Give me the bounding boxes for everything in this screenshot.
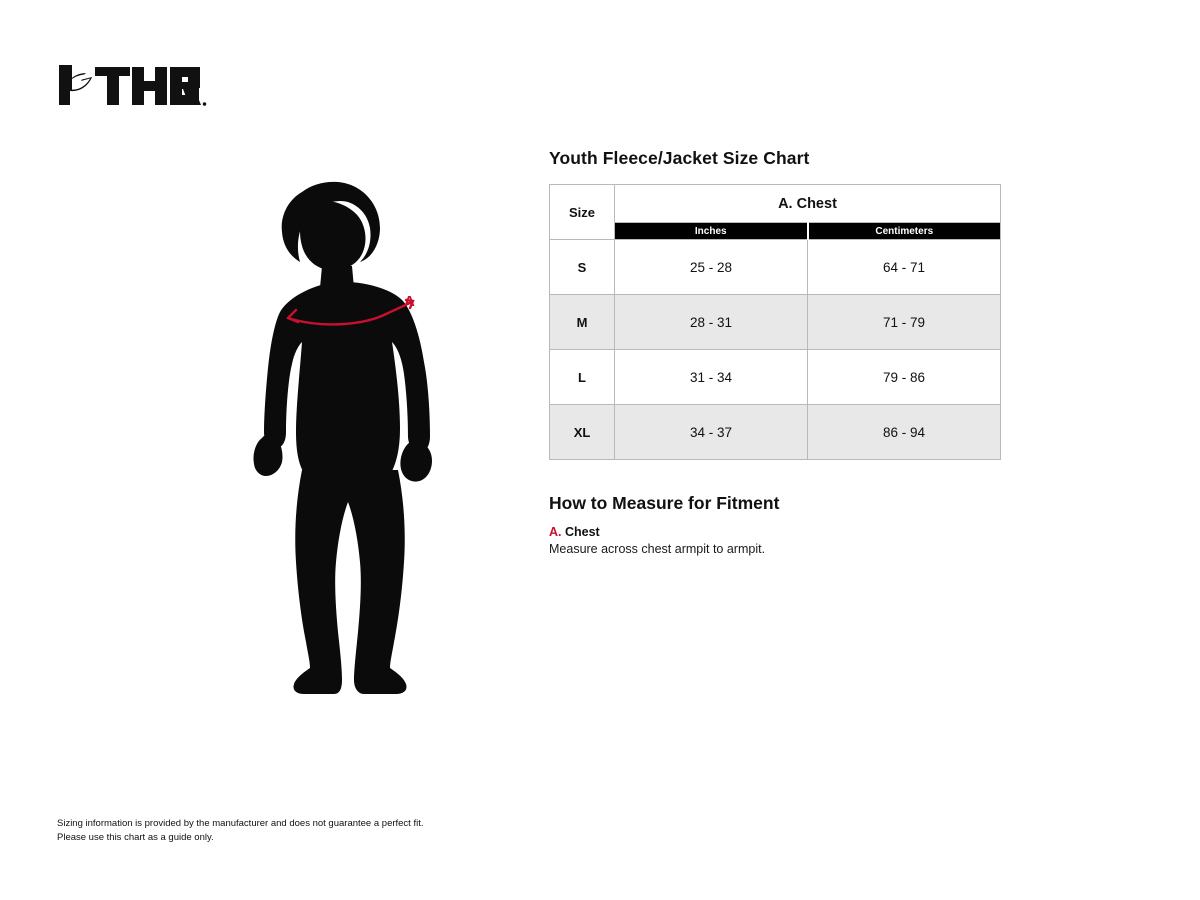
- cell-size: S: [550, 240, 615, 295]
- chest-callout-letter: A: [404, 293, 416, 310]
- disclaimer: [57, 817, 577, 845]
- cell-chest-inches: 34 - 37: [615, 405, 808, 460]
- thor-logo: [57, 62, 207, 108]
- column-header-inches: Inches: [615, 223, 808, 240]
- measure-item-label: [549, 525, 1001, 539]
- how-to-measure-section: [549, 493, 1001, 558]
- cell-chest-inches: 25 - 28: [615, 240, 808, 295]
- column-header-centimeters: Centimeters: [808, 223, 1001, 240]
- cell-chest-cm: 79 - 86: [808, 350, 1001, 405]
- thor-helmet-logo: [57, 62, 207, 108]
- disclaimer-line-1: Sizing information is provided by the manufacturer and does not guarantee a perfect fit.: [57, 818, 424, 829]
- table-row: [550, 405, 1001, 460]
- measure-item-name: Chest: [564, 525, 600, 539]
- cell-chest-cm: 71 - 79: [808, 295, 1001, 350]
- cell-size: XL: [550, 405, 615, 460]
- size-chart-table: [549, 184, 1001, 460]
- measurement-figure: [230, 170, 510, 710]
- measure-item-description: Measure across chest armpit to armpit.: [549, 542, 766, 556]
- measure-item-letter: A.: [549, 525, 562, 539]
- cell-chest-inches: 31 - 34: [615, 350, 808, 405]
- table-row: [550, 350, 1001, 405]
- table-row: [550, 295, 1001, 350]
- table-row: [550, 240, 1001, 295]
- column-header-size: Size: [550, 185, 615, 240]
- cell-size: L: [550, 350, 615, 405]
- page-title: Youth Fleece/Jacket Size Chart: [549, 148, 810, 168]
- disclaimer-line-2: Please use this chart as a guide only.: [57, 831, 214, 843]
- youth-body-silhouette-icon: [230, 170, 510, 710]
- cell-chest-cm: 86 - 94: [808, 405, 1001, 460]
- cell-chest-cm: 64 - 71: [808, 240, 1001, 295]
- cell-size: M: [550, 295, 615, 350]
- cell-chest-inches: 28 - 31: [615, 295, 808, 350]
- size-chart-section: [549, 148, 1001, 558]
- how-to-measure-title: How to Measure for Fitment: [549, 493, 780, 513]
- column-header-chest: A. Chest: [615, 185, 1001, 223]
